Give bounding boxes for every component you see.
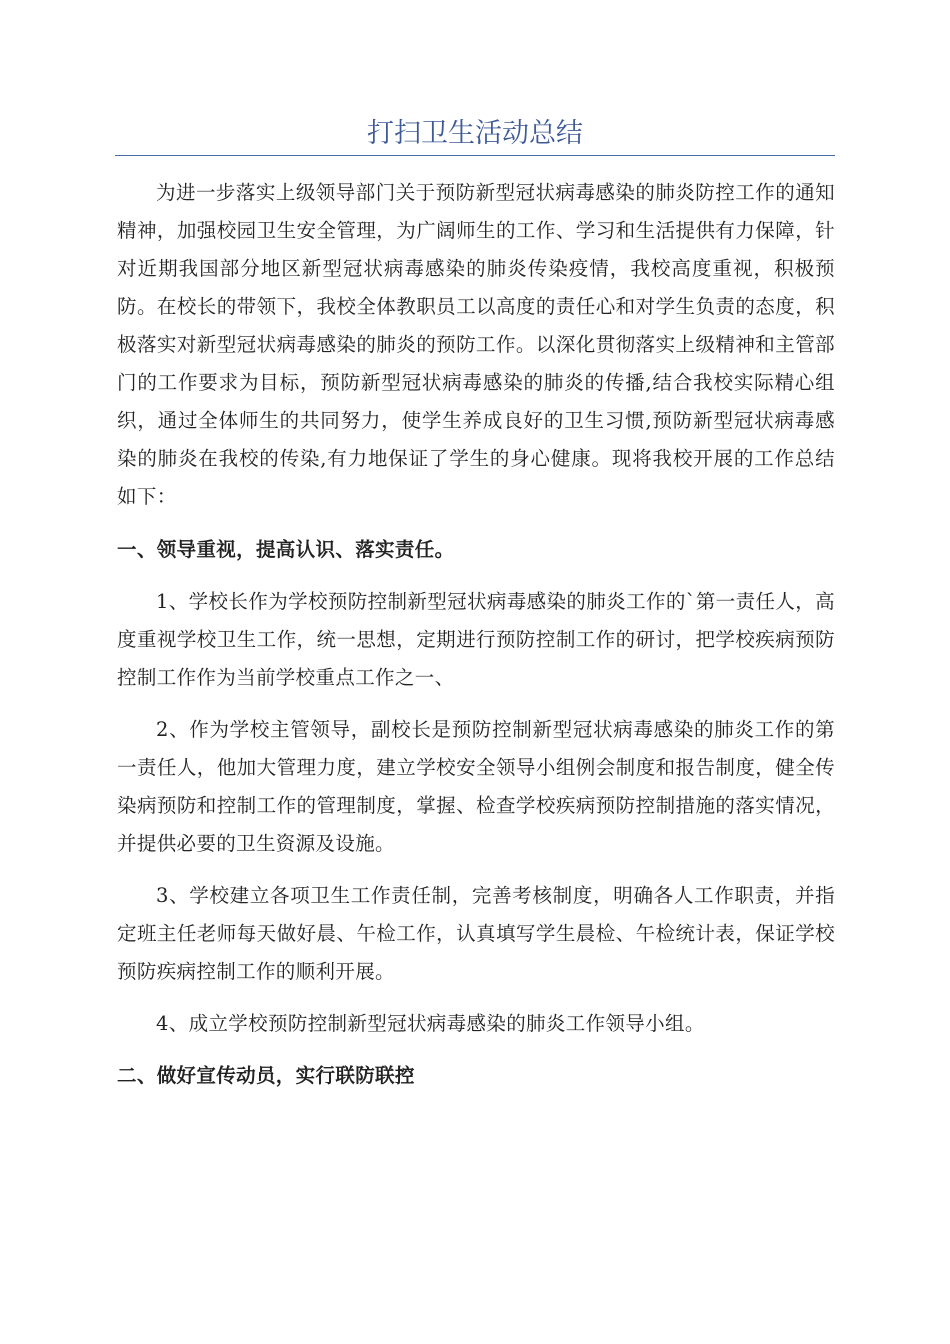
- section-1-item-3: 3、学校建立各项卫生工作责任制，完善考核制度，明确各人工作职责，并指定班主任老师每天做好晨、午检工作，认真填写学生晨检、午检统计表，保证学校预防疾病控制工作的顺利开展。: [117, 884, 835, 983]
- section-1-heading: 一、领导重视，提高认识、落实责任。: [117, 538, 455, 561]
- section-2-heading: 二、做好宣传动员，实行联防联控: [117, 1064, 415, 1087]
- document-title: 打扫卫生活动总结: [367, 118, 583, 149]
- section-1-item-2: 2、作为学校主管领导，副校长是预防控制新型冠状病毒感染的肺炎工作的第一责任人，他加大管理力度，建立学校安全领导小组例会制度和报告制度，健全传染病预防和控制工作的管理制度，掌握、检查学校疾病预防控制措施的落实情况，并提供必要的卫生资源及设施。: [117, 718, 835, 855]
- section-1-item-1: 1、学校长作为学校预防控制新型冠状病毒感染的肺炎工作的`第一责任人，高度重视学校卫生工作，统一思想，定期进行预防控制工作的研讨，把学校疾病预防控制工作作为当前学校重点工作之一、: [117, 590, 835, 689]
- intro-paragraph: 为进一步落实上级领导部门关于预防新型冠状病毒感染的肺炎防控工作的通知精神，加强校园卫生安全管理，为广阔师生的工作、学习和生活提供有力保障，针对近期我国部分地区新型冠状病毒感染的肺炎传染疫情，我校高度重视，积极预防。在校长的带领下，我校全体教职员工以高度的责任心和对学生负责的态度，积极落实对新型冠状病毒感染的肺炎的预防工作。以深化贯彻落实上级精神和主管部门的工作要求为目标，预防新型冠状病毒感染的肺炎的传播,结合我校实际精心组织，通过全体师生的共同努力，使学生养成良好的卫生习惯,预防新型冠状病毒感染的肺炎在我校的传染,有力地保证了学生的身心健康。现将我校开展的工作总结如下：: [117, 181, 835, 508]
- section-1-item-4: 4、成立学校预防控制新型冠状病毒感染的肺炎工作领导小组。: [156, 1012, 705, 1035]
- document-body: [117, 174, 835, 1109]
- title-underline: [115, 155, 835, 156]
